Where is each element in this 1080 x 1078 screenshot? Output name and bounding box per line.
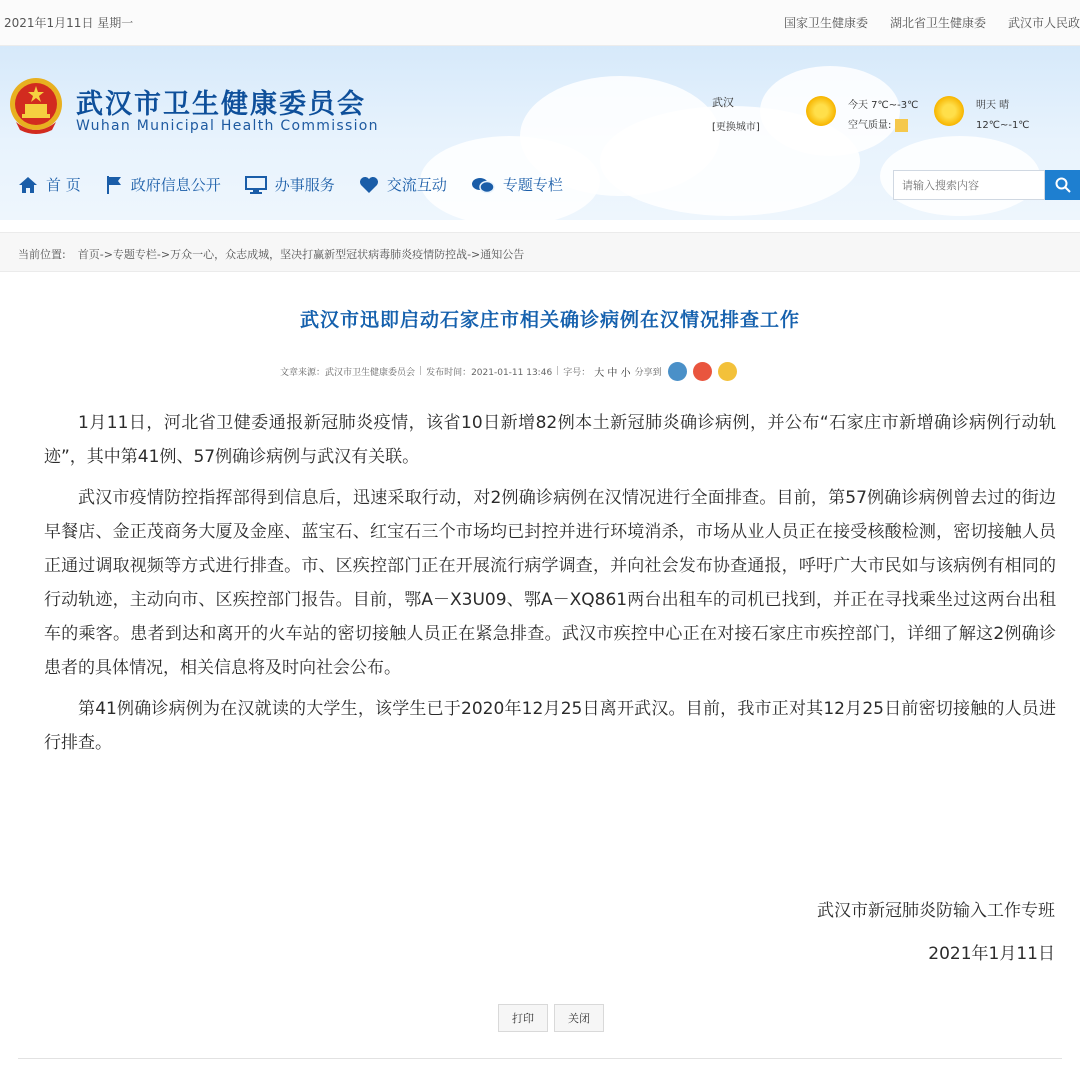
article-source: 文章来源：武汉市卫生健康委员会 <box>280 367 416 378</box>
nav-label: 专题专栏 <box>502 176 563 194</box>
weather-tomorrow-temp: 12℃~-1℃ <box>976 120 1030 131</box>
breadcrumb-path[interactable]: 首页->专题专栏->万众一心，众志成城，坚决打赢新型冠状病毒肺炎疫情防控战->通知公告 <box>77 248 525 261</box>
search-button[interactable] <box>1045 170 1080 200</box>
flag-icon <box>105 175 123 195</box>
font-size-label: 字号： <box>563 367 591 378</box>
breadcrumb-label: 当前位置: <box>18 248 66 261</box>
heart-icon <box>359 176 379 194</box>
weather-today: 今天 7℃~-3℃ <box>848 100 919 111</box>
switch-city-link[interactable]: [更换城市] <box>712 122 760 133</box>
sunny-weather-icon <box>806 96 836 126</box>
air-quality <box>848 116 908 132</box>
print-button[interactable]: 打印 <box>498 1004 548 1032</box>
search-box <box>893 170 1080 200</box>
nav-home[interactable] <box>18 174 81 195</box>
nav-label: 政府信息公开 <box>130 176 221 194</box>
nav-gov-info[interactable] <box>105 174 221 195</box>
chat-bubbles-icon <box>471 176 495 194</box>
footer-divider <box>18 1058 1062 1059</box>
meta-divider: | <box>556 366 560 376</box>
article-paragraph: 第41例确诊病例为在汉就读的大学生，该学生已于2020年12月25日离开武汉。目前，我市正对其12月25日前密切接触的人员进行排查。 <box>44 699 1056 753</box>
nav-label: 办事服务 <box>274 176 335 194</box>
main-nav <box>18 174 563 195</box>
favorite-star-icon[interactable] <box>718 362 737 381</box>
site-logo-subtitle: Wuhan Municipal Health Commission <box>76 118 379 134</box>
nav-interaction[interactable] <box>359 174 447 195</box>
nav-label: 交流互动 <box>386 176 447 194</box>
article-title: 武汉市迅即启动石家庄市相关确诊病例在汉情况排查工作 <box>299 309 800 331</box>
breadcrumb <box>18 246 524 262</box>
monitor-icon <box>245 176 267 194</box>
article-body <box>44 406 1056 767</box>
signature-organization: 武汉市新冠肺炎防输入工作专班 <box>817 901 1055 921</box>
nav-special-topics[interactable] <box>471 174 563 195</box>
close-button[interactable]: 关闭 <box>554 1004 604 1032</box>
article-meta <box>280 359 737 383</box>
search-icon <box>1055 177 1071 193</box>
link-national-health-commission[interactable]: 国家卫生健康委 <box>783 16 868 30</box>
weibo-share-icon[interactable] <box>693 362 712 381</box>
article-actions <box>498 1004 604 1032</box>
national-emblem-icon <box>8 76 64 138</box>
top-bar <box>0 0 1080 46</box>
site-header <box>0 46 1080 220</box>
search-input[interactable] <box>893 170 1045 200</box>
share-label: 分享到 <box>634 367 662 378</box>
sunny-weather-icon <box>934 96 964 126</box>
breadcrumb-bar <box>0 232 1080 272</box>
qzone-share-icon[interactable] <box>668 362 687 381</box>
air-quality-indicator <box>895 119 908 132</box>
article-paragraph: 1月11日，河北省卫健委通报新冠肺炎疫情，该省10日新增82例本土新冠肺炎确诊病例，并公布“石家庄市新增确诊病例行动轨迹”，其中第41例、57例确诊病例与武汉有关联。 <box>44 413 1056 467</box>
article-paragraph: 武汉市疫情防控指挥部得到信息后，迅速采取行动，对2例确诊病例在汉情况进行全面排查。目前，第57例确诊病例曾去过的街边早餐店、金正茂商务大厦及金座、蓝宝石、红宝石三个市场均已封控并进行环境消杀，市场从业人员正在接受核酸检测，密切接触人员正通过调取视频等方式进行排查。市、区疾控部门正在开展流行病学调查，并向社会发布协查通报，呼吁广大市民如与该病例有相同的行动轨迹，主动向市、区疾控部门报告。目前，鄂A－X3U09、鄂A－XQ861两台出租车的司机已找到，并正在寻找乘坐过这两台出租车的乘客。患者到达和离开的火车站的密切接触人员正在紧急排查。武汉市疾控中心正在对接石家庄市疾控部门，详细了解这2例确诊患者的具体情况，相关信息将及时向社会公布。 <box>44 488 1056 678</box>
current-date: 2021年1月11日 星期一 <box>4 16 134 30</box>
home-icon <box>18 176 38 194</box>
site-logo-title[interactable]: 武汉市卫生健康委员会 <box>76 89 366 120</box>
signature-date: 2021年1月11日 <box>928 944 1055 964</box>
top-links <box>784 14 1080 31</box>
font-size-options[interactable]: 大 中 小 <box>594 367 631 379</box>
link-hubei-health-commission[interactable]: 湖北省卫生健康委 <box>889 16 986 30</box>
article-publish-time: 发布时间：2021-01-11 13:46 <box>426 367 553 378</box>
nav-label: 首 页 <box>46 176 81 194</box>
link-wuhan-government[interactable]: 武汉市人民政 <box>1007 16 1080 30</box>
air-quality-label: 空气质量: <box>848 120 892 131</box>
weather-city: 武汉 <box>712 96 734 109</box>
weather-tomorrow: 明天 晴 <box>976 100 1010 111</box>
nav-services[interactable] <box>245 174 335 195</box>
meta-divider: | <box>419 366 423 376</box>
